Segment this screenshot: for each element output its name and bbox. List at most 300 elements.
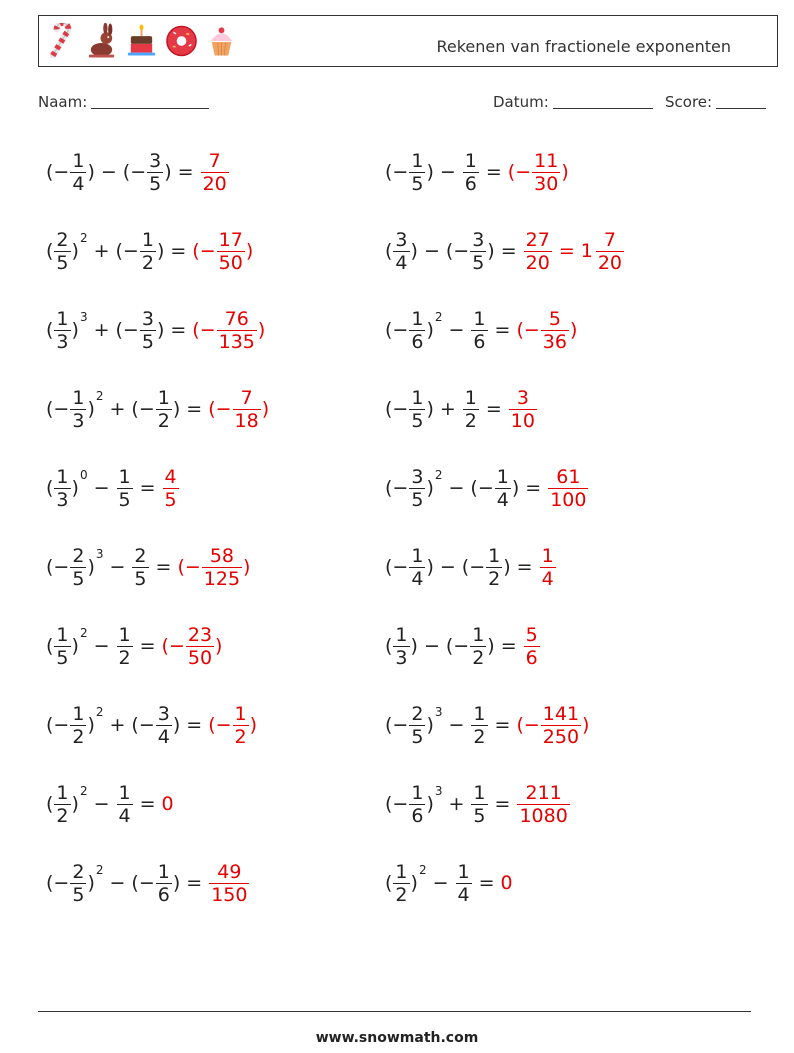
numerator: 1 [72,386,85,409]
denominator: 30 [534,172,559,195]
chocolate-bunny-icon [85,23,118,59]
denominator: 5 [164,488,177,511]
numerator: 1 [72,702,85,725]
denominator: 4 [395,251,408,274]
parenthesis: ) [426,793,434,815]
numerator: 7 [240,386,253,409]
fraction [409,387,425,432]
parenthesis: ) [257,319,266,341]
operator: + [109,714,126,736]
answer [208,703,257,748]
operator: = [558,240,575,262]
fraction [495,466,511,511]
exponent: 3 [79,310,88,324]
minus-sign: − [392,556,409,578]
parenthesis: ( [192,240,200,262]
denominator: 5 [473,804,486,827]
numerator: 1 [118,781,131,804]
denominator: 2 [473,725,486,748]
parenthesis: ) [87,714,95,736]
denominator: 4 [457,883,470,906]
parenthesis: ) [569,319,578,341]
parenthesis: ( [131,714,139,736]
problem [46,855,250,911]
exponent: 3 [434,705,443,719]
donut-icon [165,23,198,59]
fraction [54,308,70,353]
answer [162,793,174,815]
parenthesis: ) [426,319,434,341]
numerator: 3 [157,702,170,725]
denominator: 5 [411,488,424,511]
fraction [409,466,425,511]
fraction [140,308,156,353]
exponent: 2 [434,468,443,482]
minus-sign: − [53,398,70,420]
parenthesis: ) [261,398,270,420]
fraction [117,624,133,669]
parenthesis: ) [172,714,181,736]
parenthesis: ( [208,398,216,420]
answer [547,466,589,511]
name-blank[interactable] [91,93,209,109]
fraction [393,624,409,669]
numerator: 3 [149,149,162,172]
minus-sign: − [392,477,409,499]
parenthesis: ( [385,477,393,499]
parenthesis: ) [215,635,223,657]
answer [516,782,570,827]
fraction [186,624,214,669]
exponent: 2 [79,784,88,798]
denominator: 4 [496,488,509,511]
denominator: 2 [141,251,154,274]
denominator: 6 [411,330,424,353]
operator: − [93,477,110,499]
exponent: 3 [434,784,443,798]
problem [385,144,569,200]
fraction [233,703,249,748]
fraction [471,703,487,748]
numerator: 1 [411,781,424,804]
minus-sign: − [392,793,409,815]
fraction [217,229,245,274]
denominator: 50 [187,646,213,669]
parenthesis: ) [487,240,495,262]
numerator: 3 [472,228,485,251]
fraction [470,624,486,669]
denominator: 2 [395,883,408,906]
numerator: 5 [525,623,538,646]
fraction [540,545,556,590]
parenthesis: ) [410,635,418,657]
operator: = [139,477,156,499]
parenthesis: ( [192,319,200,341]
parenthesis: ) [172,872,181,894]
numerator: 11 [534,149,559,172]
answer-value: 0 [500,872,513,894]
numerator: 1 [457,860,470,883]
denominator: 5 [472,251,485,274]
problem [46,223,253,279]
numerator: 1 [141,228,154,251]
denominator: 6 [525,646,538,669]
numerator: 23 [187,623,213,646]
exponent: 2 [95,389,104,403]
fraction [209,861,249,906]
numerator: 1 [496,465,509,488]
fraction [132,545,148,590]
denominator: 5 [72,567,85,590]
operator: = [139,635,156,657]
fraction [463,150,479,195]
parenthesis: ( [177,556,185,578]
operator: = [177,161,194,183]
parenthesis: ( [115,319,123,341]
operator: − [439,556,456,578]
numerator: 76 [224,307,249,330]
parenthesis: ) [87,161,95,183]
parenthesis: ) [87,872,95,894]
operator: = [170,240,187,262]
parenthesis: ) [164,161,172,183]
numerator: 1 [464,149,477,172]
fraction [70,545,86,590]
parenthesis: ( [385,319,393,341]
parenthesis: ( [385,872,393,894]
parenthesis: ( [122,161,131,183]
parenthesis: ( [46,398,54,420]
problem [385,381,538,437]
numerator: 1 [464,386,477,409]
exponent: 0 [79,468,88,482]
operator: = [478,872,495,894]
parenthesis: ) [249,714,258,736]
exponent: 2 [95,705,104,719]
minus-sign: − [215,714,232,736]
exponent: 2 [79,231,88,245]
problem [385,539,557,595]
denominator: 6 [411,804,424,827]
denominator: 2 [118,646,131,669]
numerator: 1 [411,386,424,409]
parenthesis: ) [87,556,95,578]
parenthesis: ( [385,793,393,815]
numerator: 1 [488,544,501,567]
fraction [70,703,86,748]
fraction [156,861,172,906]
problem [46,539,250,595]
denominator: 100 [550,488,587,511]
denominator: 2 [72,725,85,748]
operator: − [93,635,110,657]
numerator: 141 [542,702,580,725]
answer [523,229,625,274]
numerator: 3 [411,465,424,488]
exponent: 2 [434,310,443,324]
parenthesis: ( [445,635,454,657]
fraction [471,308,487,353]
denominator: 5 [72,883,85,906]
parenthesis: ( [161,635,169,657]
problem [385,618,541,674]
numerator: 58 [209,544,234,567]
numerator: 1 [118,465,131,488]
numerator: 1 [411,544,424,567]
fraction [486,545,502,590]
parenthesis: ) [511,477,520,499]
parenthesis: ( [516,319,524,341]
score-blank[interactable] [716,93,766,109]
denominator: 5 [411,172,424,195]
numerator: 1 [473,307,486,330]
denominator: 20 [202,172,227,195]
date-blank[interactable] [553,93,653,109]
parenthesis: ( [115,240,123,262]
minus-sign: − [138,714,155,736]
operator: = [170,319,187,341]
denominator: 3 [56,488,69,511]
numerator: 1 [56,623,69,646]
problem [385,855,513,911]
minus-sign: − [515,161,532,183]
numerator: 1 [118,623,131,646]
answer-value: 0 [161,793,174,815]
parenthesis: ( [385,240,393,262]
denominator: 2 [56,804,69,827]
minus-sign: − [184,556,201,578]
answer [208,387,269,432]
denominator: 4 [72,172,85,195]
denominator: 5 [56,646,69,669]
fraction [117,782,133,827]
minus-sign: − [523,714,540,736]
minus-sign: − [453,240,470,262]
answer [192,308,265,353]
denominator: 6 [464,172,477,195]
parenthesis: ( [46,477,54,499]
parenthesis: ( [46,319,54,341]
answer [192,229,253,274]
numerator: 1 [411,307,424,330]
parenthesis: ( [208,714,216,736]
fraction [409,703,425,748]
fraction [70,861,86,906]
numerator: 1 [157,860,170,883]
parenthesis: ( [507,161,516,183]
denominator: 18 [234,409,259,432]
denominator: 4 [541,567,554,590]
problem [46,144,230,200]
denominator: 150 [211,883,248,906]
problem [46,381,269,437]
parenthesis: ) [426,556,434,578]
parenthesis: ( [46,161,54,183]
denominator: 5 [56,251,69,274]
score-field[interactable] [665,93,766,111]
numerator: 49 [217,860,242,883]
numerator: 1 [395,860,408,883]
operator: + [439,398,456,420]
parenthesis: ) [245,240,254,262]
operator: − [448,477,465,499]
parenthesis: ) [172,398,181,420]
answer [200,150,230,195]
fraction [233,387,261,432]
fraction [147,150,163,195]
minus-sign: − [392,714,409,736]
minus-sign: − [215,398,232,420]
operator: − [448,714,465,736]
minus-sign: − [138,872,155,894]
numerator: 2 [72,860,85,883]
numerator: 211 [525,781,562,804]
minus-sign: − [523,319,540,341]
denominator: 3 [72,409,85,432]
answer [177,545,250,590]
fraction [409,545,425,590]
numerator: 1 [395,623,408,646]
fraction [471,782,487,827]
parenthesis: ) [243,556,251,578]
operator: = [500,635,517,657]
header-icons [45,23,238,59]
operator: = [494,793,511,815]
parenthesis: ( [385,556,393,578]
fraction [524,229,552,274]
parenthesis: ) [503,556,511,578]
numerator: 7 [603,228,616,251]
parenthesis: ( [385,161,393,183]
date-field[interactable] [493,93,653,111]
problem [385,223,625,279]
parenthesis: ( [385,714,393,736]
fraction [456,861,472,906]
whole-number: 1 [580,240,593,262]
exponent: 2 [418,863,427,877]
minus-sign: − [199,319,216,341]
numerator: 2 [56,228,69,251]
minus-sign: − [53,556,70,578]
denominator: 20 [525,251,550,274]
numerator: 3 [395,228,408,251]
parenthesis: ( [445,240,454,262]
worksheet-title: Rekenen van fractionele exponenten [436,37,731,56]
parenthesis: ) [71,635,79,657]
parenthesis: ( [46,714,54,736]
operator: = [485,161,502,183]
fraction [140,229,156,274]
fraction [393,229,409,274]
fraction [532,150,560,195]
minus-sign: − [53,872,70,894]
denominator: 4 [118,804,131,827]
fraction [541,308,569,353]
numerator: 2 [72,544,85,567]
minus-sign: − [469,556,486,578]
numerator: 1 [473,702,486,725]
fraction [517,782,569,827]
denominator: 250 [542,725,580,748]
parenthesis: ( [46,872,54,894]
numerator: 17 [218,228,243,251]
denominator: 5 [149,172,162,195]
parenthesis: ) [561,161,569,183]
minus-sign: − [477,477,494,499]
operator: = [186,872,203,894]
denominator: 3 [56,330,69,353]
parenthesis: ) [410,872,418,894]
operator: − [109,872,126,894]
operator: = [139,793,156,815]
parenthesis: ) [410,240,418,262]
numerator: 1 [473,781,486,804]
fraction [409,150,425,195]
numerator: 1 [56,781,69,804]
name-label: Naam: [38,93,88,111]
fraction [163,466,179,511]
answer [539,545,557,590]
denominator: 125 [203,567,241,590]
fraction [54,229,70,274]
operator: − [109,556,126,578]
fraction [409,782,425,827]
numerator: 27 [525,228,550,251]
operator: = [186,398,203,420]
parenthesis: ) [426,161,434,183]
denominator: 5 [141,330,154,353]
parenthesis: ) [426,477,434,499]
minus-sign: − [199,240,216,262]
fraction [524,624,540,669]
numerator: 1 [411,149,424,172]
name-field[interactable] [38,93,209,111]
answer [508,387,538,432]
parenthesis: ( [461,556,470,578]
parenthesis: ( [385,635,393,657]
parenthesis: ) [71,319,79,341]
answer [523,624,541,669]
parenthesis: ) [71,793,79,815]
fraction [117,466,133,511]
denominator: 5 [134,567,147,590]
minus-sign: − [392,398,409,420]
fraction [156,703,172,748]
fraction [548,466,588,511]
operator: = [516,556,533,578]
operator: − [100,161,117,183]
minus-sign: − [53,714,70,736]
answer [162,624,223,669]
fraction [201,150,229,195]
minus-sign: − [168,635,185,657]
exponent: 2 [79,626,88,640]
operator: + [109,398,126,420]
operator: = [155,556,172,578]
denominator: 2 [234,725,247,748]
operator: = [494,714,511,736]
cupcake-icon [205,23,238,59]
parenthesis: ( [470,477,478,499]
numerator: 1 [541,544,554,567]
numerator: 1 [157,386,170,409]
fraction [463,387,479,432]
answer [162,466,180,511]
denominator: 2 [464,409,477,432]
fraction [54,782,70,827]
operator: = [500,240,517,262]
numerator: 1 [56,307,69,330]
